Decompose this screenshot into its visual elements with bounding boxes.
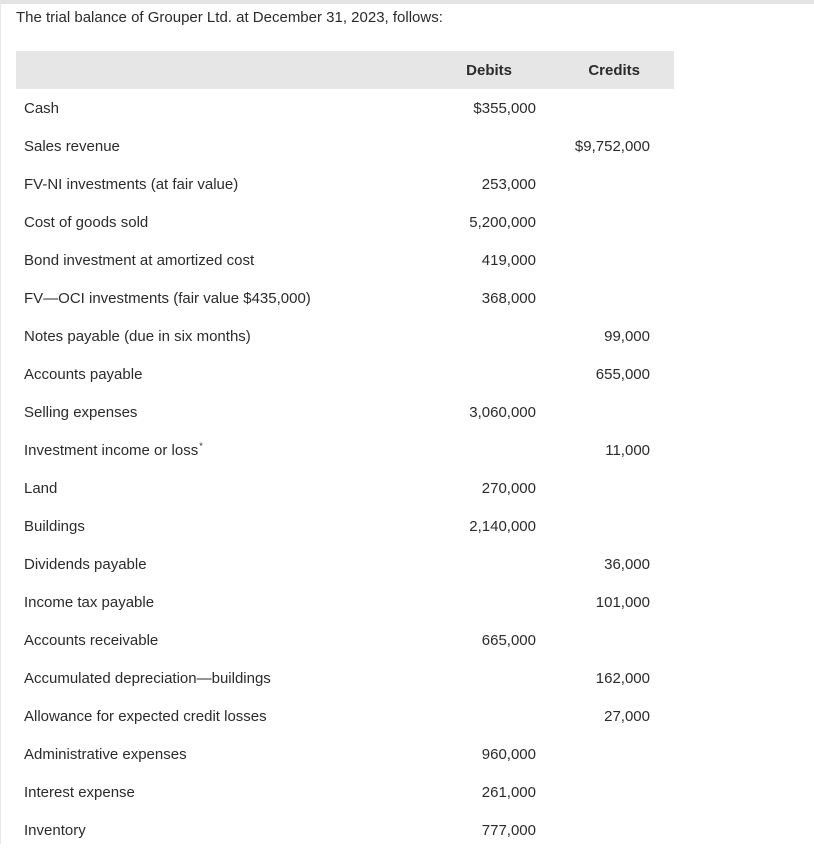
table-row <box>16 583 674 621</box>
account-name: Inventory <box>24 821 86 839</box>
header-credits: Credits <box>536 51 674 89</box>
left-border <box>0 0 1 844</box>
table-row <box>16 393 674 431</box>
account-cell <box>16 203 414 241</box>
credit-amount: 162,000 <box>595 669 650 687</box>
debit-cell <box>414 127 536 165</box>
credit-cell <box>536 279 674 317</box>
account-name: FV-NI investments (at fair value) <box>24 175 239 193</box>
debit-cell <box>414 545 536 583</box>
account-cell <box>16 697 414 735</box>
table-row <box>16 697 674 735</box>
table-row <box>16 241 674 279</box>
debit-cell <box>414 393 536 431</box>
debit-cell <box>414 773 536 811</box>
credit-cell <box>536 165 674 203</box>
credit-cell <box>536 545 674 583</box>
table-row <box>16 127 674 165</box>
account-name: Dividends payable <box>24 555 147 573</box>
account-name: Buildings <box>24 517 85 535</box>
credit-amount: 99,000 <box>604 327 650 345</box>
account-name: Sales revenue <box>24 137 120 155</box>
table-row <box>16 431 674 469</box>
account-cell <box>16 659 414 697</box>
credit-cell <box>536 507 674 545</box>
account-cell <box>16 127 414 165</box>
credit-cell <box>536 697 674 735</box>
debit-cell <box>414 583 536 621</box>
account-cell <box>16 469 414 507</box>
credit-cell <box>536 355 674 393</box>
credit-cell <box>536 735 674 773</box>
account-name: Accounts receivable <box>24 631 159 649</box>
account-name: Notes payable (due in six months) <box>24 327 251 345</box>
account-cell <box>16 583 414 621</box>
account-name: Cost of goods sold <box>24 213 149 231</box>
account-name: Accounts payable <box>24 365 143 383</box>
table-row <box>16 203 674 241</box>
debit-amount: 5,200,000 <box>469 213 536 231</box>
account-cell <box>16 317 414 355</box>
table-header <box>16 51 674 89</box>
header-account <box>16 51 414 89</box>
account-cell <box>16 811 414 849</box>
table-row <box>16 279 674 317</box>
debit-cell <box>414 659 536 697</box>
debit-cell <box>414 203 536 241</box>
header-row <box>16 51 674 89</box>
table-row <box>16 659 674 697</box>
table-row <box>16 621 674 659</box>
account-name: Land <box>24 479 58 497</box>
table-row <box>16 545 674 583</box>
table-row <box>16 355 674 393</box>
debit-amount: 270,000 <box>481 479 536 497</box>
table-row <box>16 507 674 545</box>
debit-cell <box>414 811 536 849</box>
table-row <box>16 89 674 127</box>
table-row <box>16 165 674 203</box>
table-row <box>16 735 674 773</box>
debit-amount: 2,140,000 <box>469 517 536 535</box>
debit-cell <box>414 355 536 393</box>
account-name: Interest expense <box>24 783 135 801</box>
account-cell <box>16 621 414 659</box>
credit-cell <box>536 773 674 811</box>
account-name: Income tax payable <box>24 593 155 611</box>
footnote-marker: * <box>199 440 203 451</box>
debit-amount: 960,000 <box>481 745 536 763</box>
header-debits: Debits <box>414 51 536 89</box>
table-body <box>16 89 674 849</box>
account-cell <box>16 545 414 583</box>
table-row <box>16 317 674 355</box>
debit-cell <box>414 89 536 127</box>
credit-cell <box>536 811 674 849</box>
credit-amount: 36,000 <box>604 555 650 573</box>
credit-cell <box>536 127 674 165</box>
debit-amount: $355,000 <box>473 99 536 117</box>
debit-cell <box>414 165 536 203</box>
credit-cell <box>536 89 674 127</box>
credit-cell <box>536 393 674 431</box>
debit-cell <box>414 469 536 507</box>
debit-cell <box>414 621 536 659</box>
account-cell <box>16 279 414 317</box>
credit-amount: 27,000 <box>604 707 650 725</box>
trial-balance-table <box>16 51 674 849</box>
account-name: Allowance for expected credit losses <box>24 707 267 725</box>
credit-amount: 655,000 <box>595 365 650 383</box>
account-name: Investment income or loss <box>24 441 199 459</box>
account-name: Selling expenses <box>24 403 138 421</box>
debit-amount: 419,000 <box>481 251 536 269</box>
account-name: Bond investment at amortized cost <box>24 251 255 269</box>
top-border <box>0 0 814 4</box>
credit-cell <box>536 317 674 355</box>
credit-cell <box>536 621 674 659</box>
account-name: Cash <box>24 99 60 117</box>
credit-cell <box>536 431 674 469</box>
account-name: FV—OCI investments (fair value $435,000) <box>24 289 311 307</box>
debit-amount: 3,060,000 <box>469 403 536 421</box>
debit-amount: 253,000 <box>481 175 536 193</box>
debit-amount: 777,000 <box>481 821 536 839</box>
account-cell <box>16 355 414 393</box>
credit-amount: $9,752,000 <box>574 137 650 155</box>
credit-cell <box>536 659 674 697</box>
debit-amount: 261,000 <box>481 783 536 801</box>
debit-amount: 665,000 <box>481 631 536 649</box>
account-cell <box>16 507 414 545</box>
account-cell <box>16 241 414 279</box>
credit-amount: 101,000 <box>595 593 650 611</box>
account-cell <box>16 735 414 773</box>
credit-cell <box>536 583 674 621</box>
table-row <box>16 469 674 507</box>
account-name: Administrative expenses <box>24 745 187 763</box>
debit-cell <box>414 507 536 545</box>
debit-amount: 368,000 <box>481 289 536 307</box>
account-name: Accumulated depreciation—buildings <box>24 669 271 687</box>
table-row <box>16 773 674 811</box>
account-cell <box>16 165 414 203</box>
debit-cell <box>414 735 536 773</box>
credit-amount: 11,000 <box>605 441 650 459</box>
debit-cell <box>414 317 536 355</box>
account-cell <box>16 431 414 469</box>
debit-cell <box>414 279 536 317</box>
account-cell <box>16 89 414 127</box>
intro-text: The trial balance of Grouper Ltd. at December 31, 2023, follows: <box>16 9 443 26</box>
debit-cell <box>414 241 536 279</box>
credit-cell <box>536 469 674 507</box>
account-cell <box>16 773 414 811</box>
debit-cell <box>414 431 536 469</box>
credit-cell <box>536 203 674 241</box>
account-cell <box>16 393 414 431</box>
table-row <box>16 811 674 849</box>
credit-cell <box>536 241 674 279</box>
debit-cell <box>414 697 536 735</box>
